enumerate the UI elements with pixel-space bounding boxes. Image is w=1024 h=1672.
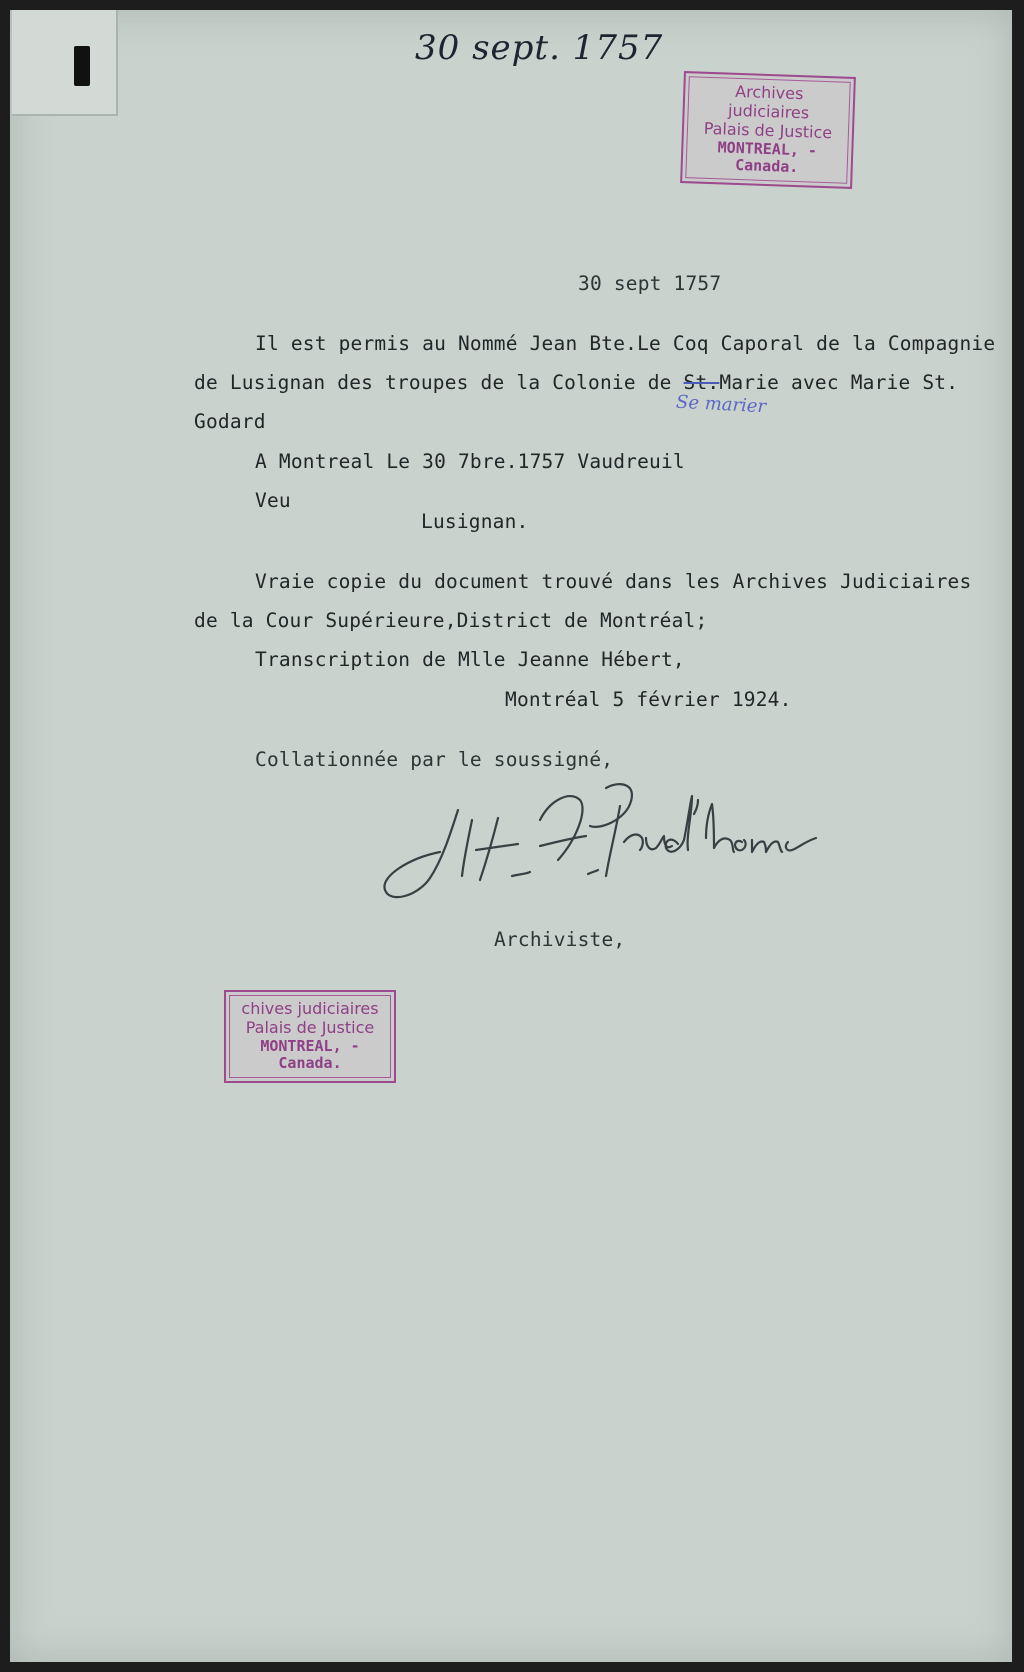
copy-line-2: de la Cour Supérieure,District de Montréal;: [194, 609, 708, 632]
body-line-1: Il est permis au Nommé Jean Bte.Le Coq Caporal de la Compagnie: [255, 332, 996, 355]
document-date: 30 sept 1757: [578, 272, 722, 295]
stamp-line-2: Palais de Justice: [703, 118, 833, 142]
stamp-line-2: Palais de Justice: [245, 1017, 375, 1037]
signature: [380, 780, 820, 920]
stamp-line-1: Archives judiciaires: [727, 81, 810, 123]
collation-line: Collationnée par le soussigné,: [255, 748, 614, 771]
stamp-line-3: MONTREAL, - Canada.: [260, 1036, 360, 1073]
body-line-2: [194, 371, 958, 394]
body-line-2-end: Marie avec Marie St.: [719, 371, 959, 394]
body-line-4: A Montreal Le 30 7bre.1757 Vaudreuil: [255, 450, 685, 473]
corner-tab: [12, 10, 118, 116]
struck-text: St.: [683, 371, 720, 394]
archivist-title: Archiviste,: [494, 928, 626, 951]
archives-stamp-bottom: [224, 990, 396, 1083]
body-line-2-start: de Lusignan des troupes de la Colonie de: [194, 371, 684, 394]
stamp-line-1: chives judiciaires: [241, 999, 379, 1018]
stamp-line-3: MONTREAL, - Canada.: [717, 137, 818, 177]
body-line-5: Veu: [255, 489, 291, 512]
copy-line-1: Vraie copie du document trouvé dans les Archives Judiciaires: [255, 570, 972, 593]
handwritten-insert: Se marier: [675, 391, 767, 418]
handwritten-date: 30 sept. 1757: [415, 28, 664, 68]
copy-line-3: Transcription de Mlle Jeanne Hébert,: [255, 648, 685, 671]
copy-line-4: Montréal 5 février 1924.: [505, 688, 792, 711]
archives-stamp-top: [680, 71, 856, 189]
black-mark-icon: [74, 46, 90, 86]
body-line-6: Lusignan.: [421, 510, 529, 533]
body-line-3: Godard: [194, 410, 266, 433]
